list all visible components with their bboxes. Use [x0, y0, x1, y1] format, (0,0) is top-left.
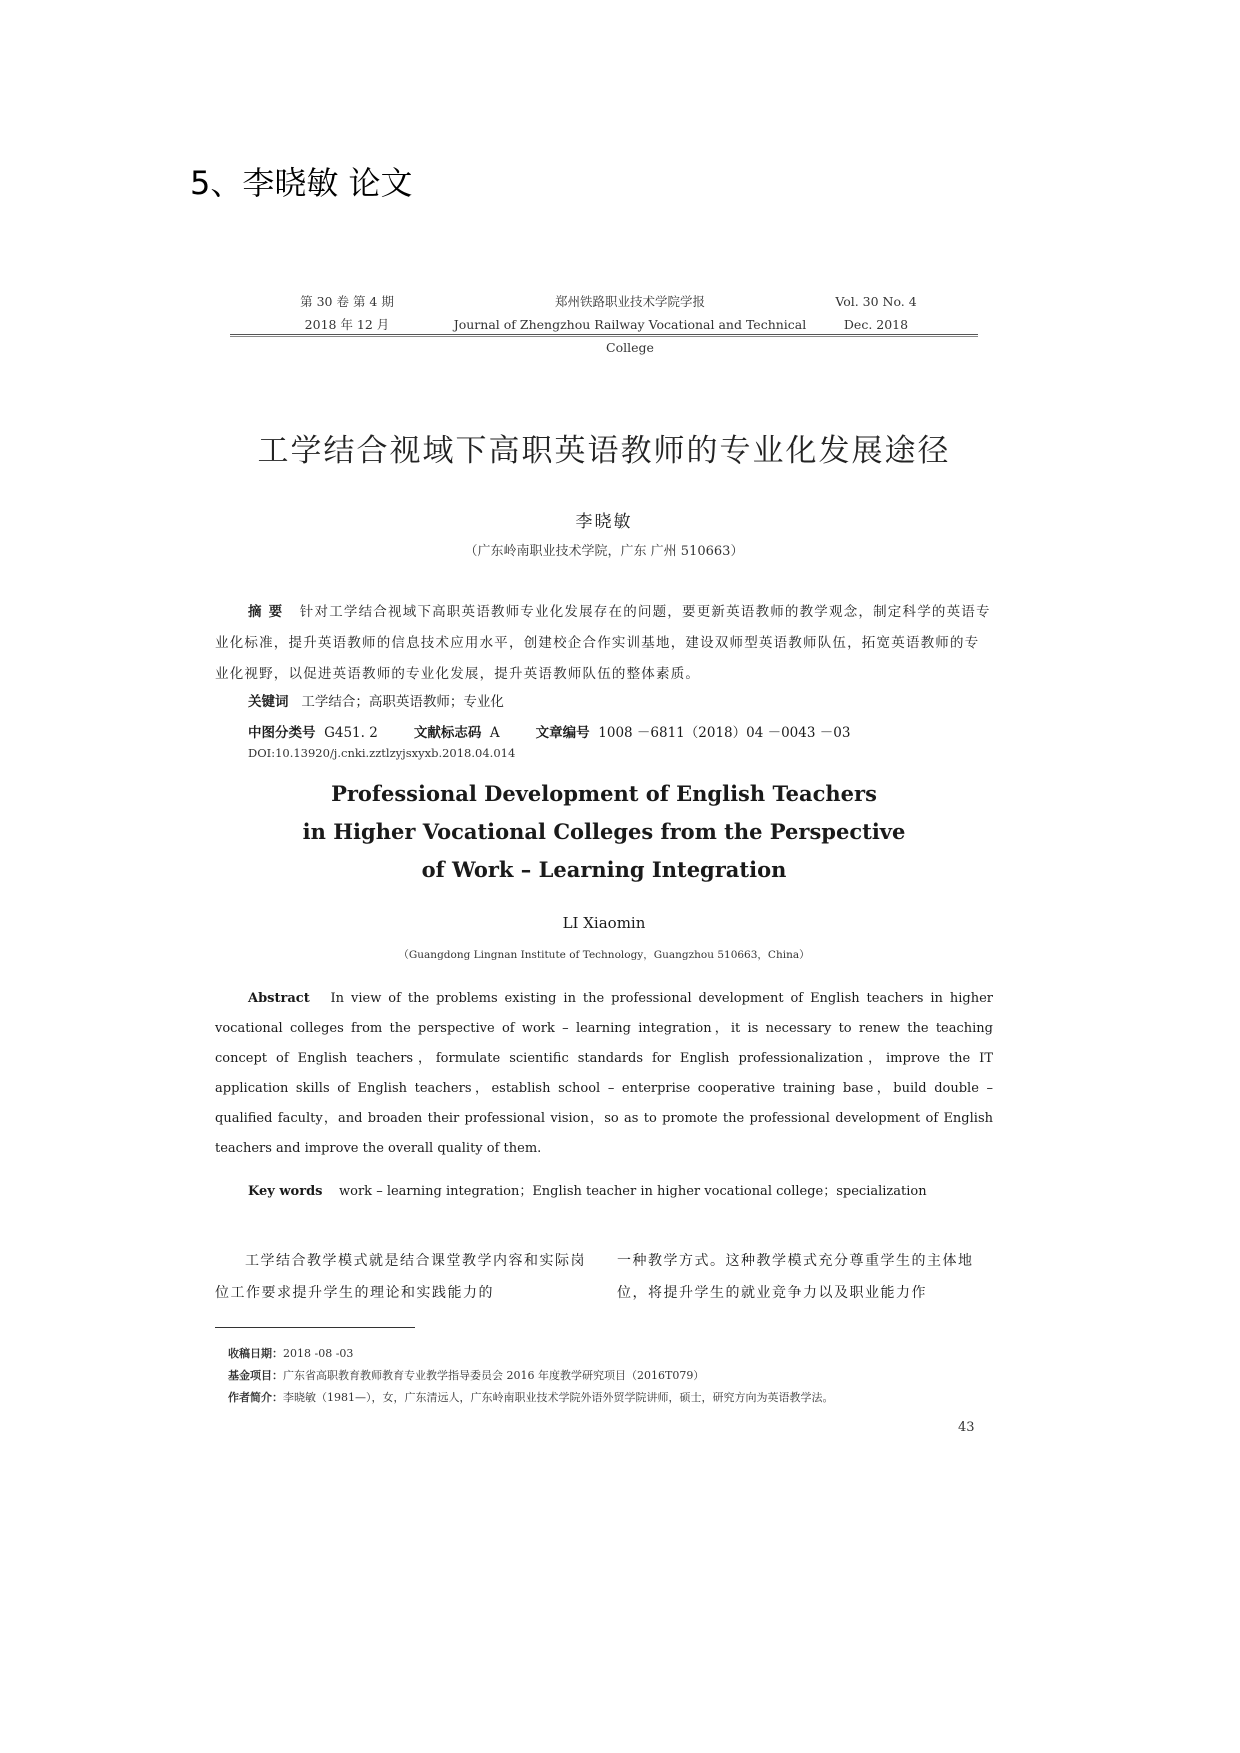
fund-label: 基金项目： — [228, 1369, 283, 1382]
chinese-abstract — [215, 597, 993, 690]
english-title-line: in Higher Vocational Colleges from the Perspective — [302, 819, 906, 844]
author-bio-label: 作者简介： — [228, 1391, 283, 1404]
header-rule — [230, 334, 978, 337]
english-title-line: of Work – Learning Integration — [421, 857, 787, 882]
english-keywords — [248, 1180, 927, 1199]
author-bio-text: 李晓敏（1981—），女，广东清远人，广东岭南职业技术学院外语外贸学院讲师，硕士，研究方向为英语教学法。 — [283, 1391, 834, 1404]
english-title-line: Professional Development of English Teachers — [331, 781, 877, 806]
page-number: 43 — [958, 1420, 975, 1435]
chinese-author: 李晓敏 — [575, 512, 633, 532]
journal-volume-issue — [272, 290, 422, 336]
chinese-keywords — [248, 690, 504, 710]
english-abstract-label: Abstract — [248, 991, 310, 1006]
article-no-value: 1008 －6811（2018）04 －0043 －03 — [598, 725, 851, 741]
section-heading: 5、李晓敏 论文 — [190, 164, 413, 202]
received-label: 收稿日期： — [228, 1347, 283, 1360]
body-column-right: 一种教学方式。这种教学模式充分尊重学生的主体地位，将提升学生的就业竞争力以及职业能力作 — [617, 1253, 974, 1301]
fund-text: 广东省高职教育教师教育专业教学指导委员会 2016 年度教学研究项目（2016T079） — [283, 1369, 705, 1382]
english-abstract-text: In view of the problems existing in the professional development of English teachers in higher vocational colleges from the perspective of work – learning integration，it is necessary to renew the teaching concept of English teachers，formulate scientific standards for English professionalization，improve the IT application skills of English teachers，establish school – enterprise cooperative training base，build double – qualified faculty，and broaden their professional vision，so as to promote the professional development of English teachers and improve the overall quality of them. — [215, 991, 994, 1156]
classification-line — [248, 721, 850, 741]
journal-name — [430, 290, 830, 359]
footnote-received — [228, 1343, 353, 1365]
chinese-title: 工学结合视域下高职英语教师的专业化发展途径 — [257, 433, 951, 469]
english-keywords-label: Key words — [248, 1184, 323, 1199]
clc-label: 中图分类号 — [248, 725, 316, 741]
journal-name-cn: 郑州铁路职业技术学院学报 — [554, 294, 705, 309]
chinese-abstract-text: 针对工学结合视域下高职英语教师专业化发展存在的问题，要更新英语教师的教学观念，制定科学的英语专业化标准，提升英语教师的信息技术应用水平，创建校企合作实训基地，建设双师型英语教师队伍，拓宽英语教师的专业化视野，以促进英语教师的专业化发展，提升英语教师队伍的整体素质。 — [215, 604, 991, 682]
chinese-affiliation: （广东岭南职业技术学院，广东 广州 510663） — [464, 544, 744, 559]
english-affiliation: （Guangdong Lingnan Institute of Technology，Guangzhou 510663，China） — [398, 949, 810, 961]
footnote-fund — [228, 1365, 704, 1387]
english-abstract — [215, 984, 993, 1164]
english-title — [230, 775, 978, 889]
english-author: LI Xiaomin — [562, 914, 646, 932]
volume-issue-line: 第 30 卷 第 4 期 — [300, 294, 394, 309]
english-keywords-text: work – learning integration；English teacher in higher vocational college；specialization — [339, 1184, 927, 1199]
footnote-rule — [215, 1327, 415, 1328]
volume-en-line: Vol. 30 No. 4 — [835, 294, 917, 309]
body-column-left: 工学结合教学模式就是结合课堂教学内容和实际岗位工作要求提升学生的理论和实践能力的 — [215, 1253, 586, 1301]
clc-value: G451. 2 — [324, 725, 378, 741]
date-en-line: Dec. 2018 — [843, 317, 909, 332]
article-no-label: 文章编号 — [535, 725, 590, 741]
doc-code-value: A — [489, 725, 500, 741]
journal-volume-en — [816, 290, 936, 336]
issue-date-line: 2018 年 12 月 — [304, 317, 390, 332]
doc-code-label: 文献标志码 — [413, 725, 482, 741]
received-date: 2018 -08 -03 — [283, 1347, 354, 1360]
chinese-keywords-text: 工学结合；高职英语教师；专业化 — [301, 694, 504, 710]
doi: DOI:10.13920/j.cnki.zztlzyjsxyxb.2018.04.014 — [248, 746, 516, 760]
journal-name-en: Journal of Zhengzhou Railway Vocational and Technical College — [453, 317, 807, 355]
footnote-author — [228, 1387, 834, 1409]
chinese-abstract-label: 摘 要 — [248, 604, 284, 620]
chinese-keywords-label: 关键词 — [248, 694, 289, 710]
